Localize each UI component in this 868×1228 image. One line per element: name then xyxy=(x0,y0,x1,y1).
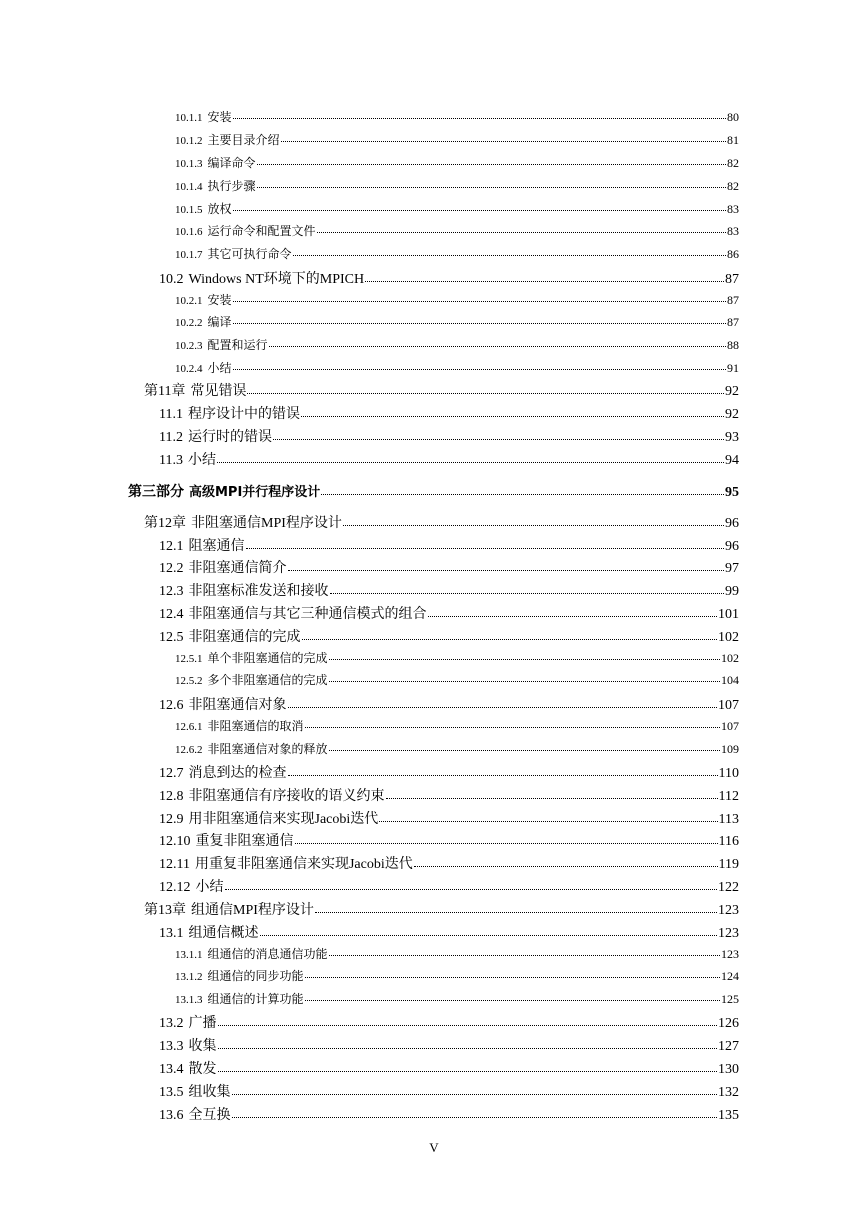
toc-entry-title: 组通信概述 xyxy=(188,926,259,941)
dot-leader xyxy=(293,255,726,256)
dot-leader xyxy=(305,727,720,728)
toc-entry-page: 95 xyxy=(725,485,739,500)
toc-entry-page: 112 xyxy=(718,789,739,804)
toc-entry[interactable] xyxy=(175,945,739,962)
toc-entry-title: 组通信MPI程序设计 xyxy=(191,903,314,918)
toc-entry-page: 96 xyxy=(725,539,739,554)
toc-entry-page: 87 xyxy=(725,272,739,287)
toc-entry[interactable] xyxy=(159,426,739,446)
toc-entry[interactable] xyxy=(175,291,739,308)
toc-entry[interactable] xyxy=(175,967,739,984)
dot-leader xyxy=(428,616,718,617)
toc-entry-page: 94 xyxy=(725,453,739,468)
toc-entry-title: 单个非阻塞通信的完成 xyxy=(207,651,328,665)
toc-entry[interactable] xyxy=(175,359,739,376)
dot-leader xyxy=(386,798,718,799)
toc-entry-number: 12.6.1 xyxy=(175,721,203,733)
toc-entry-title: 重复非阻塞通信 xyxy=(195,834,294,849)
toc-entry[interactable] xyxy=(175,200,739,217)
toc-entry-title: 组通信的同步功能 xyxy=(207,969,304,983)
toc-entry[interactable] xyxy=(144,380,739,400)
dot-leader xyxy=(232,1094,718,1095)
toc-entry-title: 全互换 xyxy=(188,1108,231,1123)
toc-entry-title: 安装 xyxy=(207,110,232,124)
toc-entry-number: 11.3 xyxy=(159,453,183,468)
toc-entry-page: 126 xyxy=(718,1016,739,1031)
toc-entry-number: 13.5 xyxy=(159,1085,184,1100)
toc-entry-number: 10.1.4 xyxy=(175,181,203,193)
dot-leader xyxy=(305,977,720,978)
toc-entry-title: 散发 xyxy=(188,1062,217,1077)
toc-entry-title: 编译命令 xyxy=(207,156,256,170)
toc-entry-page: 86 xyxy=(727,247,739,261)
toc-entry-page: 123 xyxy=(718,903,739,918)
toc-entry-page: 124 xyxy=(721,969,739,983)
toc-entry-title: 主要目录介绍 xyxy=(207,133,280,147)
toc-entry-number: 13.1.2 xyxy=(175,971,203,983)
toc-entry[interactable] xyxy=(175,671,739,688)
toc-entry-title: 阻塞通信 xyxy=(188,539,245,554)
toc-entry-number: 13.1 xyxy=(159,926,184,941)
toc-entry-title: 小结 xyxy=(207,361,232,375)
toc-entry-page: 123 xyxy=(718,926,739,941)
toc-entry[interactable] xyxy=(175,245,739,262)
toc-entry[interactable] xyxy=(159,603,739,623)
toc-entry[interactable] xyxy=(159,808,739,828)
dot-leader xyxy=(246,548,725,549)
toc-entry-page: 88 xyxy=(727,338,739,352)
toc-entry-number: 12.5 xyxy=(159,630,184,645)
dot-leader xyxy=(218,1048,718,1049)
toc-entry-title: 非阻塞通信MPI程序设计 xyxy=(191,516,342,531)
toc-entry-title: 小结 xyxy=(195,880,224,895)
dot-leader xyxy=(329,955,720,956)
toc-entry-page: 87 xyxy=(727,315,739,329)
dot-leader xyxy=(218,1071,718,1072)
toc-entry-number: 10.1.6 xyxy=(175,226,203,238)
toc-entry[interactable] xyxy=(175,131,739,148)
toc-entry[interactable] xyxy=(159,1081,739,1101)
dot-leader xyxy=(288,707,718,708)
toc-entry-number: 12.5.2 xyxy=(175,675,203,687)
toc-entry-title: 非阻塞通信对象 xyxy=(188,698,287,713)
dot-leader xyxy=(233,369,726,370)
dot-leader xyxy=(288,570,725,571)
toc-entry-page: 101 xyxy=(718,607,739,622)
dot-leader xyxy=(414,866,718,867)
toc-entry[interactable] xyxy=(159,830,739,850)
toc-entry-title: 非阻塞通信简介 xyxy=(188,561,287,576)
toc-entry[interactable] xyxy=(159,853,739,873)
toc-entry-title: 高级MPI并行程序设计 xyxy=(189,485,321,500)
dot-leader xyxy=(329,750,720,751)
toc-entry-title: 放权 xyxy=(207,202,232,216)
toc-entry-page: 96 xyxy=(725,516,739,531)
toc-entry-number: 13.4 xyxy=(159,1062,184,1077)
toc-entry[interactable] xyxy=(128,481,739,501)
toc-entry-page: 82 xyxy=(727,179,739,193)
dot-leader xyxy=(273,439,724,440)
toc-entry-number: 12.9 xyxy=(159,812,184,827)
dot-leader xyxy=(281,141,726,142)
toc-entry-page: 125 xyxy=(721,992,739,1006)
toc-entry-number: 12.5.1 xyxy=(175,653,203,665)
toc-entry[interactable] xyxy=(175,717,739,734)
toc-entry-title: 非阻塞通信对象的释放 xyxy=(207,742,328,756)
toc-entry-page: 102 xyxy=(721,651,739,665)
toc-entry-title: 执行步骤 xyxy=(207,179,256,193)
dot-leader xyxy=(321,494,724,495)
dot-leader xyxy=(365,281,724,282)
toc-entry-page: 135 xyxy=(718,1108,739,1123)
dot-leader xyxy=(260,935,718,936)
toc-entry-page: 80 xyxy=(727,110,739,124)
dot-leader xyxy=(232,1117,718,1118)
toc-entry-title: 消息到达的检查 xyxy=(188,766,287,781)
dot-leader xyxy=(247,393,724,394)
dot-leader xyxy=(329,681,720,682)
toc-entry-page: 104 xyxy=(721,673,739,687)
toc-entry-page: 132 xyxy=(718,1085,739,1100)
toc-entry-number: 11.2 xyxy=(159,430,183,445)
toc-entry-title: 小结 xyxy=(187,453,216,468)
toc-entry-number: 12.3 xyxy=(159,584,184,599)
toc-entry-page: 123 xyxy=(721,947,739,961)
toc-entry-title: 用非阻塞通信来实现Jacobi迭代 xyxy=(188,812,379,827)
toc-entry-number: 12.6 xyxy=(159,698,184,713)
toc-entry-number: 10.2.1 xyxy=(175,295,203,307)
toc-entry-page: 127 xyxy=(718,1039,739,1054)
toc-entry[interactable] xyxy=(159,694,739,714)
toc-entry-number: 10.2.3 xyxy=(175,340,203,352)
toc-entry[interactable] xyxy=(175,313,739,330)
toc-entry-page: 122 xyxy=(718,880,739,895)
toc-entry-number: 12.7 xyxy=(159,766,184,781)
toc-entry-number: 11.1 xyxy=(159,407,183,422)
toc-entry-number: 第三部分 xyxy=(128,485,184,500)
dot-leader xyxy=(330,593,725,594)
toc-entry-title: 程序设计中的错误 xyxy=(187,407,300,422)
toc-entry-number: 12.2 xyxy=(159,561,184,576)
toc-entry-title: 非阻塞通信的完成 xyxy=(188,630,301,645)
toc-entry[interactable] xyxy=(159,876,739,896)
toc-entry-title: 收集 xyxy=(188,1039,217,1054)
toc-entry[interactable] xyxy=(175,154,739,171)
dot-leader xyxy=(269,346,726,347)
dot-leader xyxy=(257,164,726,165)
toc-entry-number: 12.12 xyxy=(159,880,191,895)
dot-leader xyxy=(329,659,720,660)
toc-entry-title: 配置和运行 xyxy=(207,338,268,352)
toc-entry-page: 83 xyxy=(727,224,739,238)
dot-leader xyxy=(379,821,717,822)
dot-leader xyxy=(301,416,724,417)
toc-entry[interactable] xyxy=(175,336,739,353)
dot-leader xyxy=(233,118,726,119)
toc-entry-title: 安装 xyxy=(207,293,232,307)
toc-entry-number: 10.2.4 xyxy=(175,363,203,375)
toc-entry-page: 92 xyxy=(725,384,739,399)
toc-entry-title: 运行时的错误 xyxy=(187,430,272,445)
toc-entry-title: 用重复非阻塞通信来实现Jacobi迭代 xyxy=(194,857,413,872)
toc-entry[interactable] xyxy=(159,762,739,782)
toc-entry-number: 12.1 xyxy=(159,539,184,554)
toc-entry-page: 119 xyxy=(718,857,739,872)
toc-entry-page: 130 xyxy=(718,1062,739,1077)
toc-entry-title: 非阻塞通信有序接收的语义约束 xyxy=(188,789,385,804)
toc-entry-page: 93 xyxy=(725,430,739,445)
toc-entry-title: 组收集 xyxy=(188,1085,231,1100)
dot-leader xyxy=(233,301,726,302)
toc-entry-title: 非阻塞通信的取消 xyxy=(207,719,304,733)
toc-entry[interactable] xyxy=(144,512,739,532)
toc-entry[interactable] xyxy=(159,403,739,423)
toc-entry-page: 92 xyxy=(725,407,739,422)
toc-entry-page: 91 xyxy=(727,361,739,375)
toc-entry-title: 多个非阻塞通信的完成 xyxy=(207,673,328,687)
toc-entry-number: 10.1.7 xyxy=(175,249,203,261)
toc-entry-title: 其它可执行命令 xyxy=(207,247,292,261)
toc-entry-title: 非阻塞标准发送和接收 xyxy=(188,584,329,599)
toc-entry[interactable] xyxy=(159,1035,739,1055)
toc-entry-number: 12.8 xyxy=(159,789,184,804)
toc-entry[interactable] xyxy=(159,268,739,288)
toc-entry-number: 13.1.3 xyxy=(175,994,203,1006)
toc-entry-page: 99 xyxy=(725,584,739,599)
toc-entry-page: 110 xyxy=(718,766,739,781)
toc-entry-page: 82 xyxy=(727,156,739,170)
toc-entry-title: Windows NT环境下的MPICH xyxy=(188,272,365,287)
toc-entry[interactable] xyxy=(159,580,739,600)
toc-entry-page: 81 xyxy=(727,133,739,147)
toc-entry[interactable] xyxy=(159,1012,739,1032)
toc-entry[interactable] xyxy=(159,449,739,469)
dot-leader xyxy=(302,639,718,640)
toc-entry-title: 组通信的消息通信功能 xyxy=(207,947,328,961)
dot-leader xyxy=(288,775,718,776)
dot-leader xyxy=(305,1000,720,1001)
dot-leader xyxy=(225,889,718,890)
dot-leader xyxy=(315,912,717,913)
toc-entry-number: 13.6 xyxy=(159,1108,184,1123)
toc-entry-title: 广播 xyxy=(188,1016,217,1031)
toc-entry-number: 12.6.2 xyxy=(175,744,203,756)
toc-entry[interactable] xyxy=(175,990,739,1007)
toc-entry-number: 第11章 xyxy=(144,384,186,399)
dot-leader xyxy=(257,187,726,188)
toc-entry-title: 编译 xyxy=(207,315,232,329)
dot-leader xyxy=(295,843,718,844)
toc-entry-number: 10.1.5 xyxy=(175,204,203,216)
dot-leader xyxy=(317,232,726,233)
toc-entry-number: 13.2 xyxy=(159,1016,184,1031)
toc-entry[interactable] xyxy=(175,222,739,239)
page-number: V xyxy=(429,1140,439,1155)
dot-leader xyxy=(233,210,726,211)
toc-entry-number: 10.1.1 xyxy=(175,112,203,124)
dot-leader xyxy=(217,462,724,463)
toc-entry-number: 10.2 xyxy=(159,272,184,287)
toc-entry-number: 第12章 xyxy=(144,516,186,531)
toc-entry-number: 12.4 xyxy=(159,607,184,622)
toc-entry[interactable] xyxy=(175,649,739,666)
toc-entry-number: 10.1.2 xyxy=(175,135,203,147)
toc-entry[interactable] xyxy=(159,1104,739,1124)
toc-entry[interactable] xyxy=(159,535,739,555)
toc-entry-page: 107 xyxy=(718,698,739,713)
toc-entry-page: 107 xyxy=(721,719,739,733)
toc-entry[interactable] xyxy=(175,177,739,194)
toc-entry-number: 第13章 xyxy=(144,903,186,918)
toc-entry-page: 116 xyxy=(718,834,739,849)
toc-entry[interactable] xyxy=(159,626,739,646)
toc-entry-page: 87 xyxy=(727,293,739,307)
toc-entry-number: 12.10 xyxy=(159,834,191,849)
toc-entry-number: 10.1.3 xyxy=(175,158,203,170)
toc-entry[interactable] xyxy=(159,1058,739,1078)
toc-entry[interactable] xyxy=(175,108,739,125)
toc-entry[interactable] xyxy=(144,899,739,919)
toc-entry-title: 非阻塞通信与其它三种通信模式的组合 xyxy=(188,607,427,622)
toc-entry[interactable] xyxy=(159,785,739,805)
toc-entry-number: 12.11 xyxy=(159,857,190,872)
toc-entry-number: 10.2.2 xyxy=(175,317,203,329)
toc-entry-page: 83 xyxy=(727,202,739,216)
toc-entry-title: 运行命令和配置文件 xyxy=(207,224,316,238)
toc-entry-page: 97 xyxy=(725,561,739,576)
dot-leader xyxy=(218,1025,718,1026)
dot-leader xyxy=(233,323,726,324)
toc-entry-page: 113 xyxy=(718,812,739,827)
toc-entry[interactable] xyxy=(159,922,739,942)
toc-entry[interactable] xyxy=(159,557,739,577)
toc-entry[interactable] xyxy=(175,740,739,757)
toc-entry-page: 109 xyxy=(721,742,739,756)
toc-entry-title: 组通信的计算功能 xyxy=(207,992,304,1006)
toc-entry-number: 13.3 xyxy=(159,1039,184,1054)
toc-entry-title: 常见错误 xyxy=(190,384,247,399)
toc-entry-page: 102 xyxy=(718,630,739,645)
dot-leader xyxy=(343,525,724,526)
toc-entry-number: 13.1.1 xyxy=(175,949,203,961)
